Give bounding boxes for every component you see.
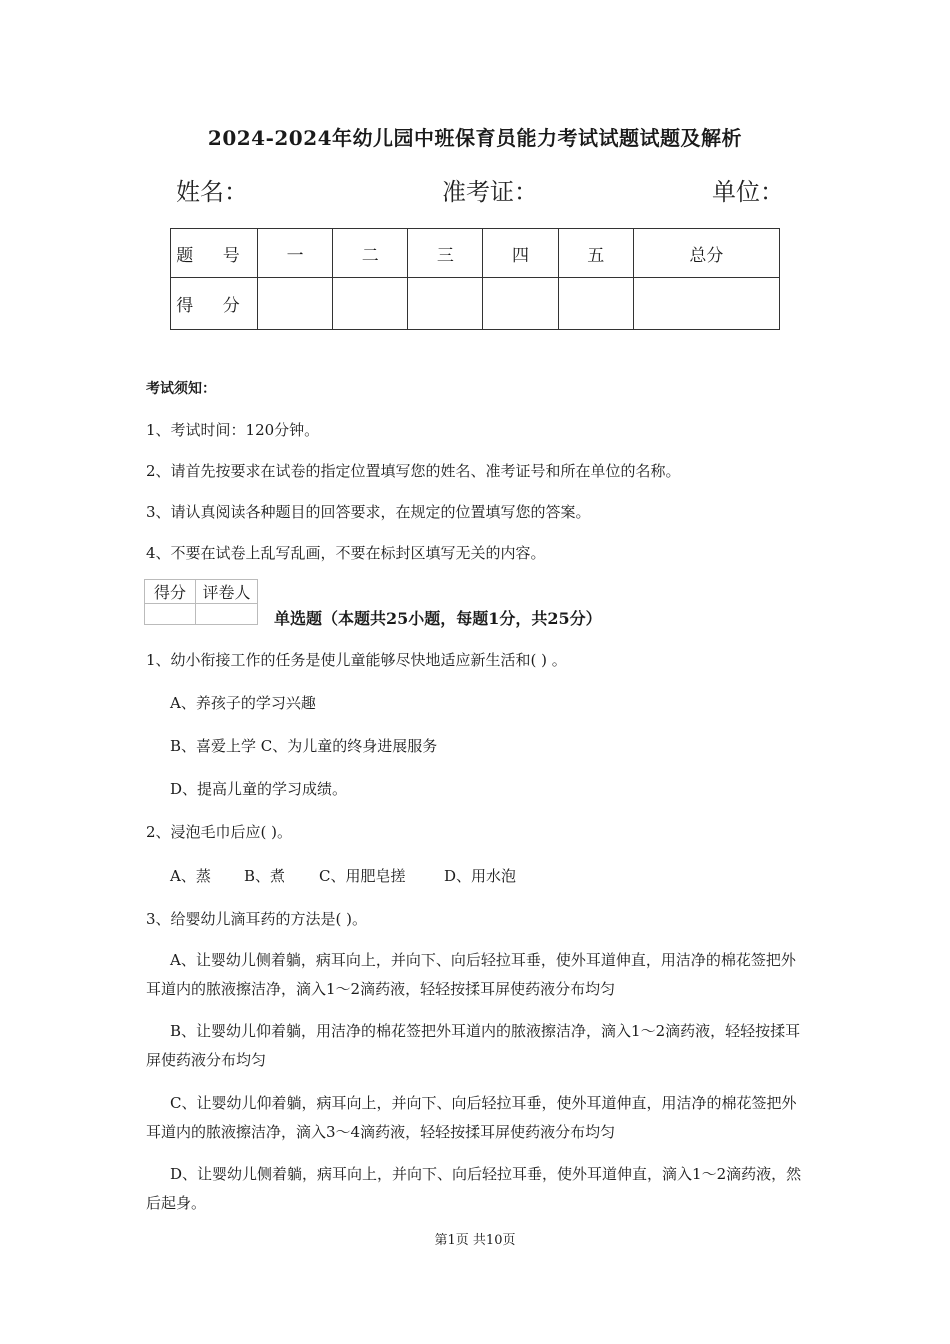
page-title: 2024-2024年幼儿园中班保育员能力考试试题试题及解析: [207, 126, 743, 150]
notice-item-2: 2、请首先按要求在试卷的指定位置填写您的姓名、准考证号和所在单位的名称。: [146, 462, 681, 480]
notice-item-3: 3、请认真阅读各种题目的回答要求，在规定的位置填写您的答案。: [146, 503, 591, 521]
grader-name-cell: [196, 604, 258, 625]
score-cell-2: [333, 278, 408, 330]
unit-label: 单位：: [712, 178, 784, 206]
question-2-option-a: A、蒸: [170, 867, 211, 885]
notice-item-4: 4、不要在试卷上乱写乱画，不要在标封区填写无关的内容。: [146, 544, 546, 562]
column-1: 一: [258, 229, 333, 278]
score-table: [170, 228, 780, 330]
score-cell-4: [483, 278, 558, 330]
question-number-label: 题 号: [171, 229, 258, 278]
score-table-header-row: [171, 229, 780, 278]
score-label: 得 分: [171, 278, 258, 330]
question-2-option-c: C、用肥皂搓: [319, 867, 406, 885]
ticket-label: 准考证：: [442, 178, 538, 206]
question-3-stem: 3、给婴幼儿滴耳药的方法是( )。: [146, 910, 368, 928]
question-1-option-a: A、养孩子的学习兴趣: [170, 694, 316, 712]
column-3: 三: [408, 229, 483, 278]
name-label: 姓名：: [176, 178, 248, 206]
grader-table: [144, 579, 258, 625]
question-3-option-c: C、让婴幼儿仰着躺，病耳向上，并向下、向后轻拉耳垂，使外耳道伸直，用洁净的棉花签把外耳道内的脓液擦洁净，滴入3～4滴药液，轻轻按揉耳屏使药液分布均匀: [146, 1094, 797, 1141]
question-2-option-d: D、用水泡: [444, 867, 517, 885]
column-5: 五: [558, 229, 633, 278]
question-2-stem: 2、浸泡毛巾后应( )。: [146, 823, 293, 841]
column-2: 二: [333, 229, 408, 278]
grader-name-label: 评卷人: [196, 580, 258, 604]
score-cell-3: [408, 278, 483, 330]
page-footer: 第1页 共10页: [434, 1233, 516, 1248]
notice-item-1: 1、考试时间：120分钟。: [146, 421, 320, 439]
column-4: 四: [483, 229, 558, 278]
score-table-score-row: [171, 278, 780, 330]
question-3-option-a: A、让婴幼儿侧着躺，病耳向上，并向下、向后轻拉耳垂，使外耳道伸直，用洁净的棉花签把外耳道内的脓液擦洁净，滴入1～2滴药液，轻轻按揉耳屏使药液分布均匀: [146, 951, 796, 998]
score-cell-total: [633, 278, 779, 330]
score-cell-1: [258, 278, 333, 330]
section-title: 单选题（本题共25小题，每题1分，共25分）: [274, 609, 602, 628]
question-1-option-d: D、提高儿童的学习成绩。: [170, 780, 348, 798]
column-total: 总分: [633, 229, 779, 278]
question-3-option-d: D、让婴幼儿侧着躺，病耳向上，并向下、向后轻拉耳垂，使外耳道伸直，滴入1～2滴药液，然后起身。: [146, 1165, 802, 1212]
question-3-option-b: B、让婴幼儿仰着躺，用洁净的棉花签把外耳道内的脓液擦洁净，滴入1～2滴药液，轻轻按揉耳屏使药液分布均匀: [146, 1022, 801, 1069]
grader-score-cell: [145, 604, 196, 625]
question-1-stem: 1、幼小衔接工作的任务是使儿童能够尽快地适应新生活和( ) 。: [146, 651, 567, 669]
question-2-option-b: B、煮: [244, 867, 286, 885]
notice-heading: 考试须知：: [146, 381, 216, 397]
grader-score-label: 得分: [145, 580, 196, 604]
question-1-option-bc: B、喜爱上学 C、为儿童的终身进展服务: [170, 737, 438, 755]
score-cell-5: [558, 278, 633, 330]
